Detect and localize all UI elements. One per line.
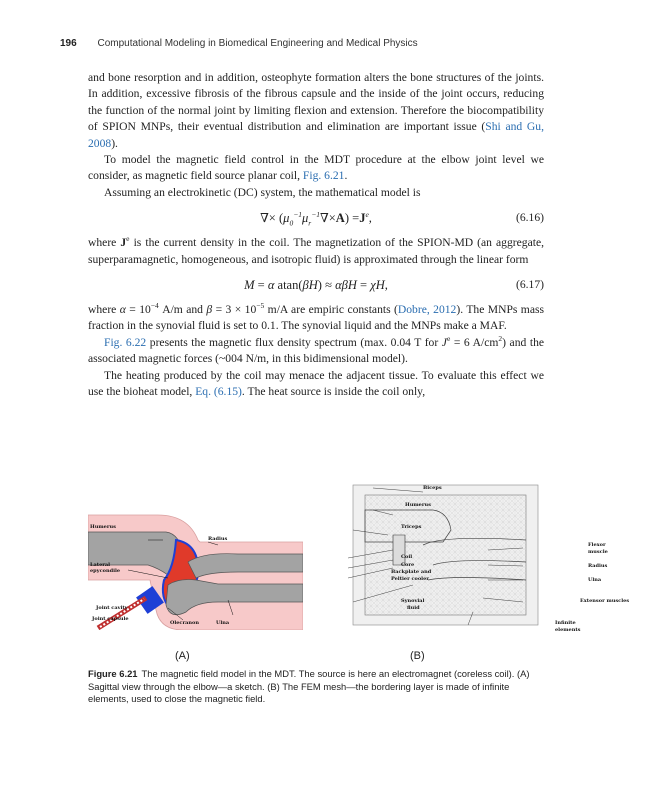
caption-text: The magnetic field model in the MDT. The source is here an electromagnet (coreless coil). (A) Sagittal view through the elbow—a sketch. (B) The FEM mesh—the bordering layer is made of infinite elements, used to close the magnetic field.	[88, 668, 530, 705]
body-text	[88, 70, 544, 401]
label-joint-capsule: Joint capsule	[92, 616, 129, 622]
label-extensor: Extensor muscles	[580, 598, 630, 604]
caption-label: Figure 6.21	[88, 668, 138, 679]
para6-a: presents the magnetic flux density spectrum (max. 0.04 T for	[146, 335, 442, 349]
label-humerus: Humerus	[90, 524, 116, 530]
para4-a: where	[88, 236, 121, 250]
eq616-body: ∇× $(\mu_0^{-1}\mu_r^{-1}\nabla\times A) =J^e$,	[260, 210, 372, 228]
para5-b: A/m and	[158, 303, 207, 317]
eq-6-15-link[interactable]: Eq. (6.15)	[195, 385, 242, 399]
label-infinite: Infinite	[555, 620, 576, 626]
eq617-number: (6.17)	[515, 278, 544, 292]
label-triceps: Triceps	[401, 524, 422, 530]
page-header	[60, 38, 418, 49]
para7-a: The heating produced by the coil may menace the adjacent tissue. To evaluate this effect we use the bioheat model,	[88, 368, 544, 399]
para6-c: ) and the associated magnetic forces (~004 N/m, in this bidimensional model).	[88, 335, 545, 366]
label-backplate: Backplate and	[391, 569, 432, 575]
label-coil: Coil	[401, 554, 413, 560]
para7-b: . The heat source is inside the coil only,	[241, 385, 426, 399]
paragraph-6: Fig. 6.22 presents the magnetic flux density spectrum (max. 0.04 T for $J^e = 6$ $A/cm^2$) and the associated magnetic forces (~004 N/m, in this bidimensional model).	[88, 334, 545, 366]
para1-end: ).	[111, 136, 118, 150]
fig-6-21-link[interactable]: Fig. 6.21	[302, 169, 345, 183]
para6-b: = 6 A/cm	[450, 335, 499, 349]
fig-6-22-link[interactable]: Fig. 6.22	[104, 335, 147, 349]
running-title: Computational Modeling in Biomedical Engineering and Medical Physics	[97, 38, 418, 49]
panel-a-label: (A)	[175, 650, 190, 662]
para5-c: m/A are empiric constants (	[264, 303, 398, 317]
mesh-coil	[393, 535, 405, 565]
eq616-number: (6.16)	[515, 211, 544, 225]
para1-text: and bone resorption and in addition, osteophyte formation alters the bone structures of the joints. In addition, excessive fibrosis of the fibrous capsule and the inside of the joint occurs, reducing the function of the normal joint by limiting flexion and extension. Therefore the biocompatibility of SPION MNPs, their eventual distribution and elimination are important issue (	[88, 71, 544, 134]
label-ulna-b: Ulna	[588, 577, 602, 583]
paragraph-1	[88, 70, 544, 152]
label-joint-cavity: Joint cavity	[96, 605, 128, 611]
para2-text: To model the magnetic field control in the MDT procedure at the elbow joint level we consider, as magnetic field source planar coil,	[88, 153, 544, 183]
label-fluid: fluid	[407, 605, 420, 611]
paragraph-2	[88, 152, 544, 185]
para5-d: ). The MNPs mass fraction in the synovial fluid is set to 0.1. The synovial liquid and the MNPs make a MAF.	[88, 303, 544, 333]
panel-b-mesh	[293, 480, 630, 633]
figure-caption	[88, 668, 550, 706]
page-number: 196	[60, 38, 77, 49]
label-muscle: muscle	[588, 549, 608, 555]
para5-a: where	[88, 303, 120, 317]
figure-6-21	[88, 480, 630, 670]
equation-6-16	[88, 201, 544, 235]
paragraph-7	[88, 368, 544, 401]
para4-b: is the current density in the coil. The magnetization of the SPION-MD (an aggregate, superparamagnetic, homogeneous, and isotropic fluid) is approximated through the linear form	[88, 236, 544, 266]
citation-shi-gu[interactable]: Shi and Gu, 2008	[88, 120, 544, 150]
label-radius-b: Radius	[588, 563, 608, 569]
label-radius: Radius	[208, 536, 228, 542]
panel-a-sketch	[88, 480, 303, 630]
label-biceps: Biceps	[423, 485, 442, 491]
label-elements: elements	[555, 627, 581, 633]
paragraph-4: where $J^e$ is the current density in the coil. The magnetization of the SPION-MD (an aggregate, superparamagnetic, homogeneous, and isotropic fluid) is approximated through the linear form	[88, 234, 544, 266]
citation-dobre[interactable]: Dobre, 2012	[397, 303, 457, 317]
panel-b-label: (B)	[410, 650, 425, 662]
label-olecranon: Olecranon	[170, 620, 199, 626]
label-ulna: Ulna	[216, 620, 230, 626]
equation-6-17	[88, 268, 544, 302]
paragraph-3: Assuming an electrokinetic (DC) system, the mathematical model is	[104, 185, 421, 199]
mesh-domain	[365, 495, 526, 615]
label-humerus-b: Humerus	[405, 502, 431, 508]
label-synovial: Synovial	[401, 598, 425, 604]
label-flexor: Flexor	[588, 542, 606, 548]
eq617-body: M = α atan(βH) ≈ αβH = χH,	[244, 278, 388, 293]
label-peltier: Peltier cooler	[391, 576, 429, 582]
para2-end: .	[344, 169, 348, 183]
paragraph-5: where $\alpha = 10^{-4}$ A/m and $\beta = 3 \times 10^{-5}$ m/A are empiric constants (Dobre, 2012). The MNPs mass fraction in the synovial fluid is set to 0.1. The synovial liquid and the MNPs make a MAF.	[88, 301, 544, 333]
label-lateral-epicondyle: Lateral epycondile	[90, 562, 121, 574]
label-core: Core	[401, 562, 415, 568]
